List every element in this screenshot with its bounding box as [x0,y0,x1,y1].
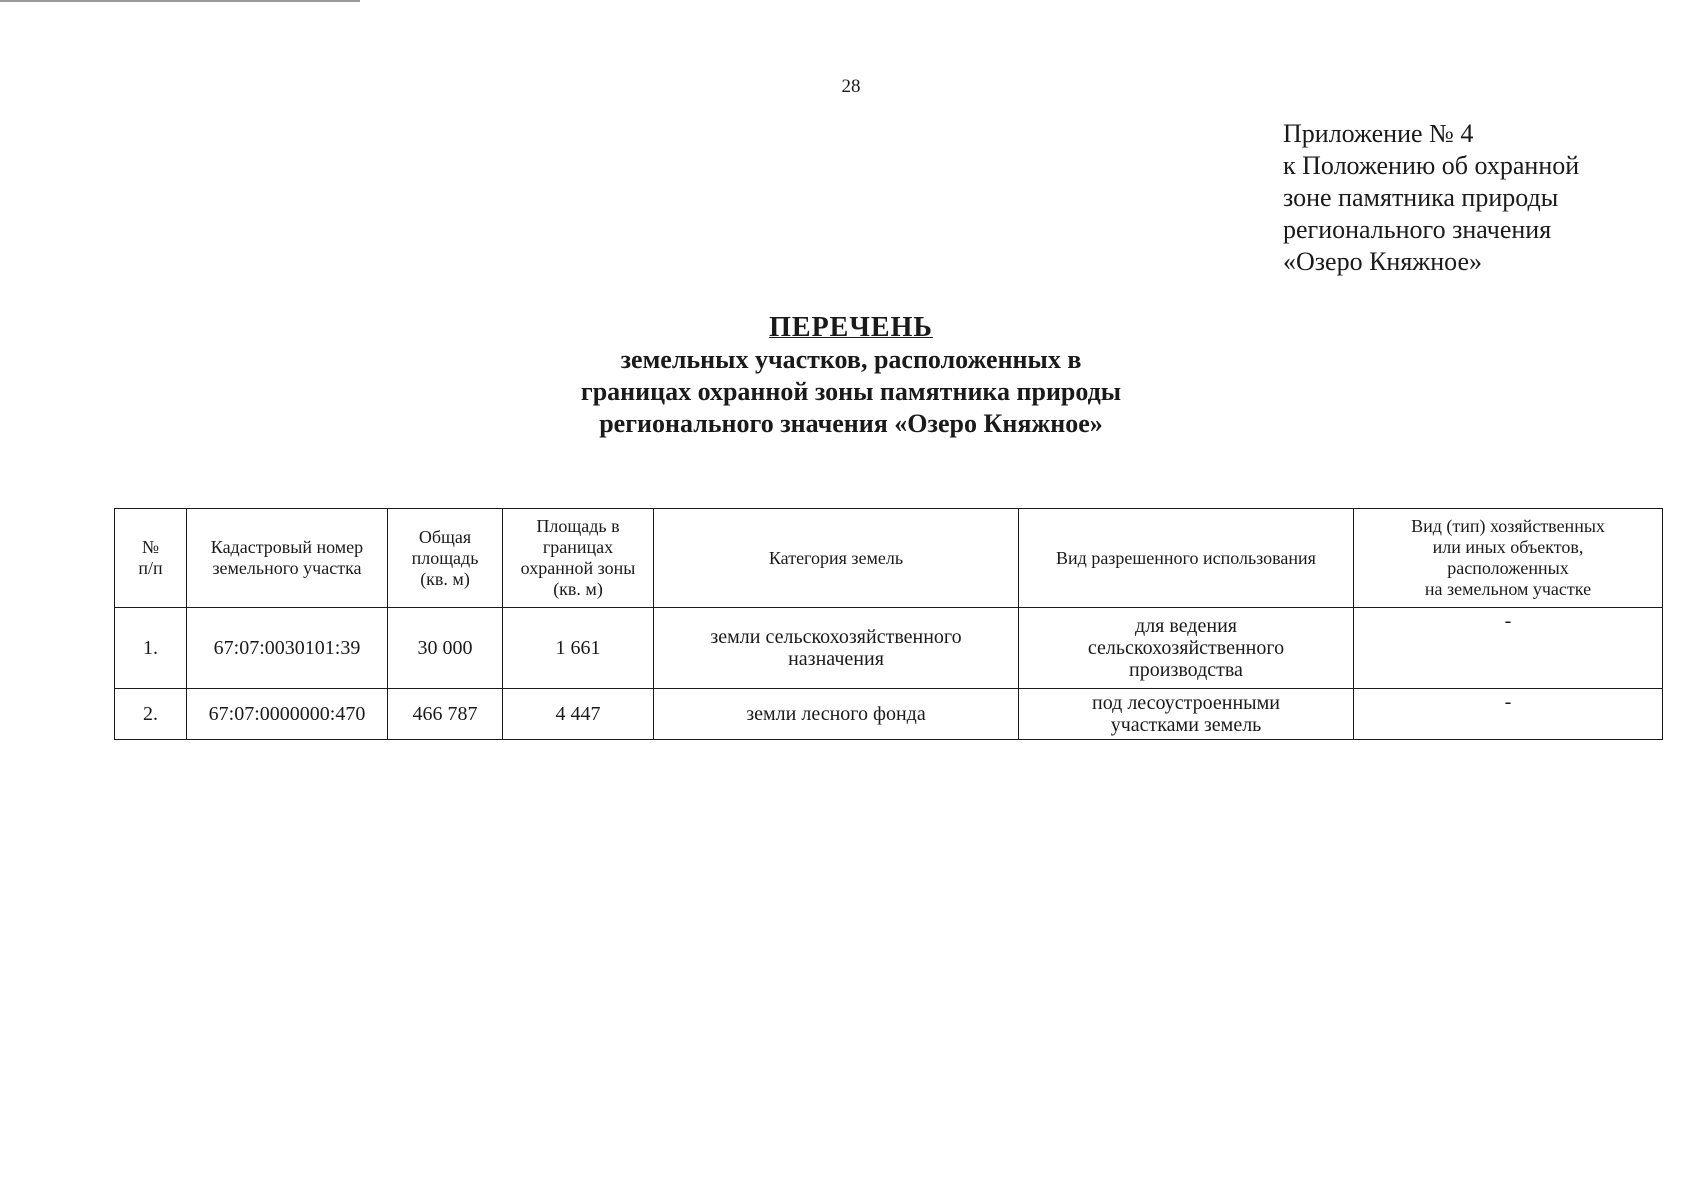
header-cadastral-number: Кадастровый номер земельного участка [187,509,388,608]
cell-land-category: земли сельскохозяйственного назначения [654,608,1019,689]
subtitle-line: регионального значения «Озеро Княжное» [599,409,1103,438]
cell-row-number: 1. [115,608,187,689]
cell-objects-type: - [1354,689,1663,740]
cell-row-number: 2. [115,689,187,740]
appendix-line: Приложение № 4 [1283,119,1474,148]
appendix-line: к Положению об охранной [1283,151,1580,180]
document-heading [0,312,1702,440]
appendix-line: «Озеро Княжное» [1283,247,1483,276]
cell-land-category: земли лесного фонда [654,689,1019,740]
appendix-line: зоне памятника природы [1283,183,1559,212]
cell-permitted-use: под лесоустроенными участками земель [1019,689,1354,740]
header-objects-type: Вид (тип) хозяйственных или иных объектов, расположенных на земельном участке [1354,509,1663,608]
header-land-category: Категория земель [654,509,1019,608]
table-header-row [115,509,1663,608]
appendix-note [1283,118,1579,278]
page-number: 28 [841,76,861,97]
table-row [115,689,1663,740]
document-subtitle [0,344,1702,440]
table-row [115,608,1663,689]
header-permitted-use: Вид разрешенного использования [1019,509,1354,608]
cell-cadastral-number: 67:07:0000000:470 [187,689,388,740]
header-row-number: № п/п [115,509,187,608]
appendix-line: регионального значения [1283,215,1552,244]
cell-objects-type: - [1354,608,1663,689]
land-parcels-table [114,508,1663,740]
header-zone-area: Площадь в границах охранной зоны (кв. м) [503,509,654,608]
document-title: ПЕРЕЧЕНЬ [769,312,933,343]
cell-zone-area: 4 447 [503,689,654,740]
subtitle-line: границах охранной зоны памятника природы [580,377,1122,406]
subtitle-line: земельных участков, расположенных в [620,345,1082,374]
cell-permitted-use: для ведения сельскохозяйственного производства [1019,608,1354,689]
cell-zone-area: 1 661 [503,608,654,689]
cell-total-area: 466 787 [388,689,503,740]
cell-cadastral-number: 67:07:0030101:39 [187,608,388,689]
header-total-area: Общая площадь (кв. м) [388,509,503,608]
cell-total-area: 30 000 [388,608,503,689]
scan-edge-mark [0,0,360,2]
